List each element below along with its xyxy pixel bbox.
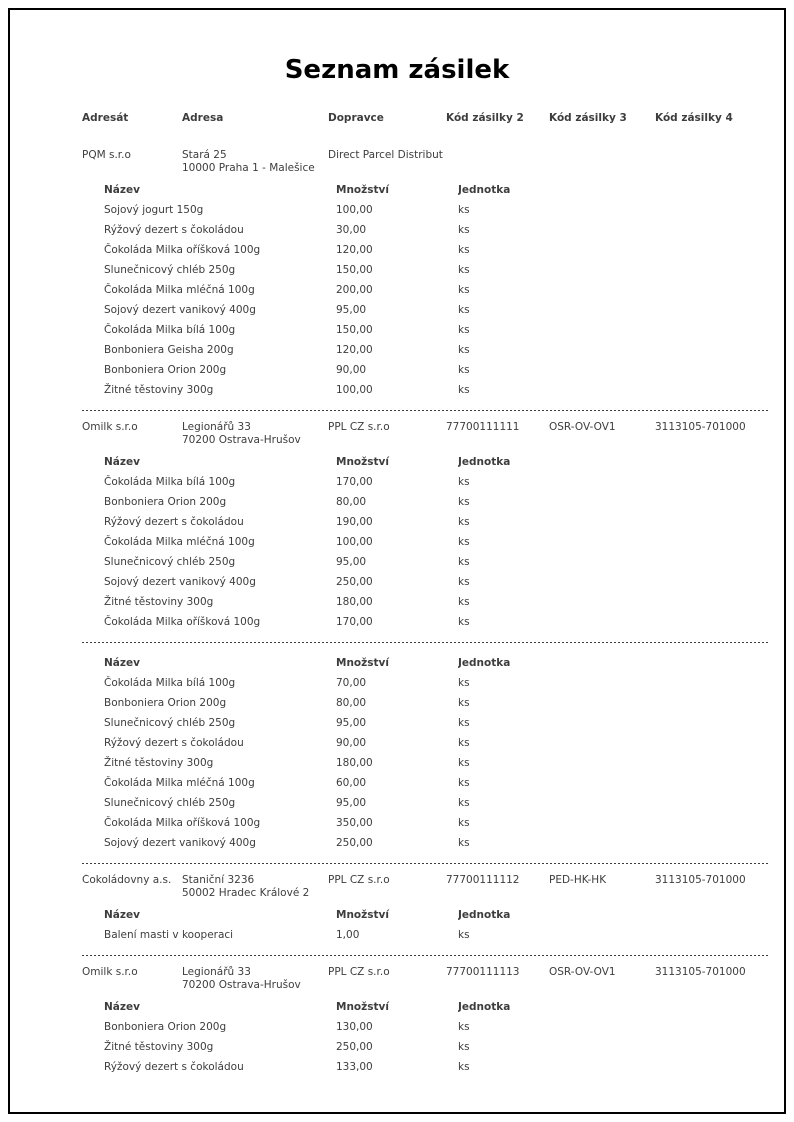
item-name: Žitné těstoviny 300g [104,757,214,769]
item-row [82,260,770,280]
item-quantity: 180,00 [336,596,373,608]
item-quantity: 250,00 [336,837,373,849]
shipment-adresat-value: Čokoládovny a.s. [82,874,172,886]
item-unit: ks [458,737,470,749]
item-column-mnozstvi: Množství [336,184,389,196]
item-unit: ks [458,596,470,608]
shipment-header-row [82,966,770,992]
item-column-nazev: Název [104,1001,140,1013]
shipment-group [82,653,770,853]
shipment-header-row [82,874,770,900]
shipment-dopravce-value: PPL CZ s.r.o [328,874,390,886]
item-column-nazev: Název [104,184,140,196]
item-name: Čokoláda Milka bílá 100g [104,324,236,336]
item-column-jednotka: Jednotka [458,657,511,669]
adresa-line-2: 10000 Praha 1 - Malešice [182,162,315,174]
item-name: Čokoláda Milka mléčná 100g [104,284,255,296]
item-header-row [82,653,770,673]
item-column-nazev: Název [104,909,140,921]
item-column-jednotka: Jednotka [458,909,511,921]
item-name: Rýžový dezert s čokoládou [104,224,244,236]
item-unit: ks [458,364,470,376]
adresa-line-1: Stará 25 [182,149,227,161]
item-unit: ks [458,204,470,216]
item-name: Sojový jogurt 150g [104,204,204,216]
item-row [82,673,770,693]
item-column-mnozstvi: Množství [336,1001,389,1013]
adresa-line-2: 70200 Ostrava-Hrušov [182,979,301,991]
item-quantity: 80,00 [336,496,367,508]
item-quantity: 170,00 [336,476,373,488]
column-header-adresat: Adresát [82,112,129,124]
shipment-group [82,421,770,632]
item-unit: ks [458,1041,470,1053]
shipment-adresa-value [182,966,328,992]
item-row [82,492,770,512]
item-quantity: 100,00 [336,384,373,396]
item-unit: ks [458,304,470,316]
item-quantity: 350,00 [336,817,373,829]
report-content [10,111,784,1077]
item-column-mnozstvi: Množství [336,456,389,468]
item-row [82,833,770,853]
adresa-line-1: Legionářů 33 [182,966,251,978]
item-name: Slunečnicový chléb 250g [104,556,236,568]
shipment-header-row [82,421,770,447]
shipment-adresa-value [182,421,328,447]
item-name: Čokoláda Milka oříšková 100g [104,244,261,256]
item-name: Bonboniera Orion 200g [104,1021,227,1033]
item-name: Čokoláda Milka mléčná 100g [104,536,255,548]
group-separator [82,642,770,643]
item-unit: ks [458,284,470,296]
shipment-adresat-value: PQM s.r.o [82,149,131,161]
item-row [82,220,770,240]
item-name: Slunečnicový chléb 250g [104,717,236,729]
shipment-kod-zasilky-3-value: PED-HK-HK [549,874,607,886]
item-quantity: 100,00 [336,204,373,216]
shipment-kod-zasilky-2-value: 77700111111 [446,421,520,433]
shipment-kod-zasilky-3-value [549,149,655,175]
shipment-adresa-value [182,149,328,175]
item-unit: ks [458,576,470,588]
item-name: Balení masti v kooperaci [104,929,234,941]
item-unit: ks [458,929,470,941]
column-header-kod-zasilky-2-text: Kód zásilky 2 [446,112,524,124]
page-border-frame [8,8,786,1114]
item-header-row [82,180,770,200]
item-quantity: 95,00 [336,556,367,568]
item-quantity: 250,00 [336,576,373,588]
group-separator [82,410,770,411]
shipment-group [82,874,770,945]
item-name: Čokoláda Milka oříšková 100g [104,817,261,829]
item-row [82,793,770,813]
item-unit: ks [458,516,470,528]
item-row [82,713,770,733]
item-unit: ks [458,1021,470,1033]
item-unit: ks [458,817,470,829]
item-name: Slunečnicový chléb 250g [104,264,236,276]
shipment-group [82,966,770,1077]
item-quantity: 120,00 [336,244,373,256]
item-name: Sojový dezert vanikový 400g [104,576,256,588]
item-name: Žitné těstoviny 300g [104,1041,214,1053]
shipment-dopravce-value: PPL CZ s.r.o [328,421,390,433]
item-row [82,813,770,833]
item-name: Žitné těstoviny 300g [104,384,214,396]
item-name: Čokoláda Milka oříšková 100g [104,616,261,628]
item-quantity: 80,00 [336,697,367,709]
item-column-nazev: Název [104,456,140,468]
item-name: Rýžový dezert s čokoládou [104,516,244,528]
shipment-adresat-value: Omilk s.r.o [82,421,138,433]
item-row [82,592,770,612]
item-row [82,1017,770,1037]
item-quantity: 100,00 [336,536,373,548]
item-name: Rýžový dezert s čokoládou [104,1061,244,1073]
item-unit: ks [458,496,470,508]
item-name: Bonboniera Orion 200g [104,496,227,508]
item-header-row [82,997,770,1017]
item-quantity: 120,00 [336,344,373,356]
item-quantity: 150,00 [336,264,373,276]
column-header-kod-zasilky-3: Kód zásilky 3 [549,112,627,124]
item-quantity: 30,00 [336,224,367,236]
item-quantity: 250,00 [336,1041,373,1053]
item-row [82,612,770,632]
item-column-jednotka: Jednotka [458,184,511,196]
item-row [82,200,770,220]
shipment-group [82,149,770,400]
item-quantity: 200,00 [336,284,373,296]
item-row [82,512,770,532]
shipment-dopravce-value: PPL CZ s.r.o [328,966,390,978]
shipment-kod-zasilky-2-value: 77700111112 [446,874,520,886]
item-quantity: 133,00 [336,1061,373,1073]
item-quantity: 90,00 [336,364,367,376]
item-name: Čokoláda Milka mléčná 100g [104,777,255,789]
item-unit: ks [458,476,470,488]
item-header-row [82,452,770,472]
shipment-kod-zasilky-3-value: OSR-OV-OV1 [549,421,616,433]
item-row [82,572,770,592]
item-row [82,280,770,300]
shipment-kod-zasilky-4-value: 3113105-701000 [655,421,746,433]
item-name: Slunečnicový chléb 250g [104,797,236,809]
shipment-adresa-value [182,874,328,900]
item-quantity: 170,00 [336,616,373,628]
item-row [82,340,770,360]
item-row [82,925,770,945]
adresa-line-2: 70200 Ostrava-Hrušov [182,434,301,446]
item-column-mnozstvi: Množství [336,657,389,669]
item-unit: ks [458,717,470,729]
item-row [82,532,770,552]
item-unit: ks [458,697,470,709]
shipment-adresat-value: Omilk s.r.o [82,966,138,978]
item-name: Žitné těstoviny 300g [104,596,214,608]
column-header-adresa: Adresa [182,112,224,124]
item-quantity: 130,00 [336,1021,373,1033]
item-name: Čokoláda Milka bílá 100g [104,677,236,689]
item-name: Sojový dezert vanikový 400g [104,304,256,316]
item-unit: ks [458,224,470,236]
shipment-kod-zasilky-4-value: 3113105-701000 [655,966,746,978]
shipment-kod-zasilky-4-value [655,149,770,175]
shipment-kod-zasilky-3-value: OSR-OV-OV1 [549,966,616,978]
shipment-kod-zasilky-4-value: 3113105-701000 [655,874,746,886]
column-header-kod-zasilky-4-text: Kód zásilky 4 [655,112,733,124]
shipment-groups [82,149,770,1077]
item-column-jednotka: Jednotka [458,1001,511,1013]
item-unit: ks [458,324,470,336]
item-row [82,300,770,320]
column-header-kod-zasilky-2 [446,111,549,125]
item-unit: ks [458,536,470,548]
item-unit: ks [458,616,470,628]
table-header-row [82,111,770,125]
item-unit: ks [458,384,470,396]
column-header-kod-zasilky-4 [655,111,770,125]
shipment-header-row [82,149,770,175]
item-row [82,693,770,713]
adresa-line-1: Legionářů 33 [182,421,251,433]
item-quantity: 1,00 [336,929,360,941]
group-separator [82,863,770,864]
column-header-dopravce: Dopravce [328,112,384,124]
item-row [82,320,770,340]
item-row [82,240,770,260]
item-unit: ks [458,797,470,809]
item-column-mnozstvi: Množství [336,909,389,921]
item-row [82,1037,770,1057]
item-quantity: 95,00 [336,797,367,809]
item-quantity: 180,00 [336,757,373,769]
shipment-kod-zasilky-2-value [446,149,549,175]
adresa-line-2: 50002 Hradec Králové 2 [182,887,310,899]
item-unit: ks [458,264,470,276]
item-name: Bonboniera Geisha 200g [104,344,234,356]
item-quantity: 70,00 [336,677,367,689]
item-quantity: 190,00 [336,516,373,528]
item-row [82,1057,770,1077]
item-row [82,360,770,380]
item-unit: ks [458,344,470,356]
shipment-dopravce-value: Direct Parcel Distribut [328,149,443,161]
item-name: Sojový dezert vanikový 400g [104,837,256,849]
item-name: Bonboniera Orion 200g [104,697,227,709]
item-row [82,773,770,793]
item-quantity: 60,00 [336,777,367,789]
item-unit: ks [458,677,470,689]
item-unit: ks [458,244,470,256]
item-row [82,733,770,753]
group-separator [82,955,770,956]
item-unit: ks [458,556,470,568]
item-quantity: 95,00 [336,717,367,729]
shipment-kod-zasilky-2-value: 77700111113 [446,966,520,978]
item-row [82,753,770,773]
item-unit: ks [458,1061,470,1073]
item-name: Bonboniera Orion 200g [104,364,227,376]
item-quantity: 150,00 [336,324,373,336]
item-column-nazev: Název [104,657,140,669]
item-unit: ks [458,757,470,769]
item-quantity: 95,00 [336,304,367,316]
item-row [82,552,770,572]
item-quantity: 90,00 [336,737,367,749]
item-unit: ks [458,777,470,789]
item-column-jednotka: Jednotka [458,456,511,468]
item-name: Rýžový dezert s čokoládou [104,737,244,749]
item-row [82,472,770,492]
adresa-line-1: Staniční 3236 [182,874,255,886]
page-title: Seznam zásilek [284,55,510,85]
item-header-row [82,905,770,925]
item-unit: ks [458,837,470,849]
item-name: Čokoláda Milka bílá 100g [104,476,236,488]
item-row [82,380,770,400]
